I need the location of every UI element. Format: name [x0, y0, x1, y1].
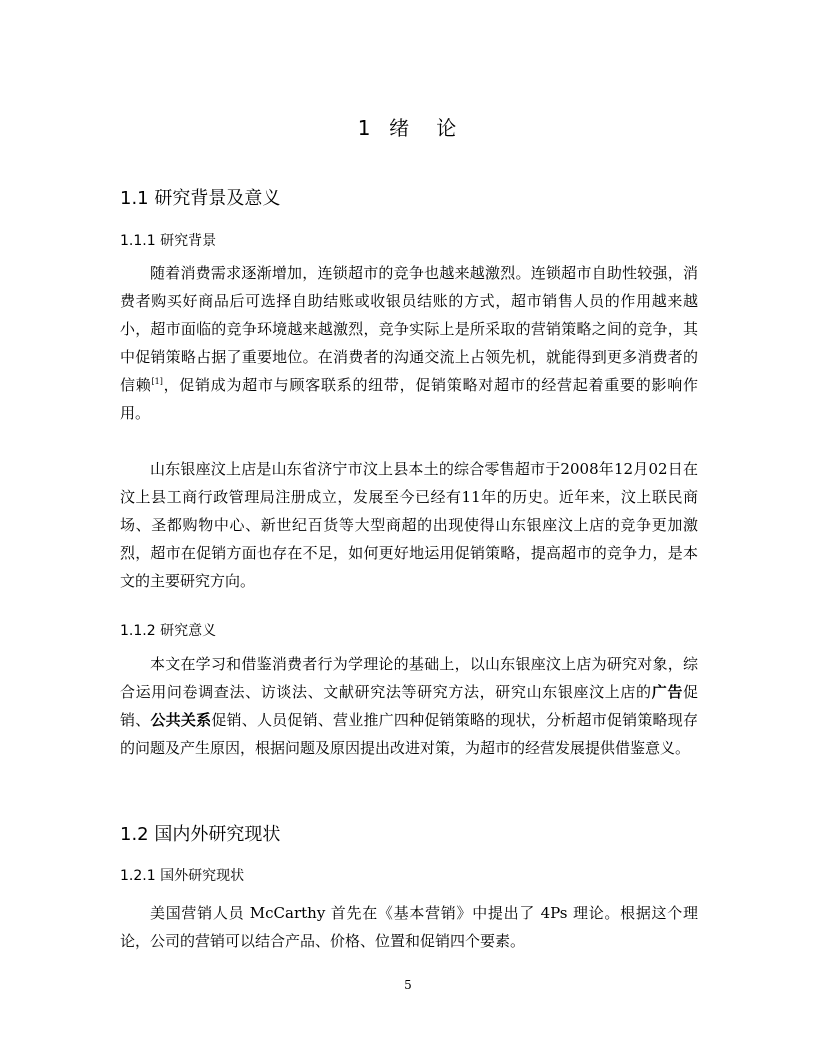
bold-term-advertising: 广告: [651, 683, 683, 701]
section-heading-1-1: 1.1 研究背景及意义: [120, 188, 281, 209]
paragraph-research-significance: [120, 650, 698, 762]
paragraph-foreign-research: 美国营销人员 McCarthy 首先在《基本营销》中提出了 4Ps 理论。根据这个理论，公司的营销可以结合产品、价格、位置和促销四个要素。: [120, 904, 698, 950]
subsection-heading-1-1-2: 1.1.2 研究意义: [120, 623, 217, 639]
chapter-title: 1 绪 论: [357, 116, 459, 140]
paragraph-text: 促销、: [120, 683, 698, 729]
paragraph-text: 随着消费需求逐渐增加，连锁超市的竞争也越来越激烈。连锁超市自助性较强，消费者购买好商品后可选择自助结账或收银员结账的方式，超市销售人员的作用越来越小，超市面临的竞争环境越来越激烈，竞争实际上是所采取的营销策略之间的竞争，其中促销策略占据了重要地位。在消费者的沟通交流上占领先机，就能得到更多消费者的信赖: [120, 264, 698, 394]
paragraph-text: 本文在学习和借鉴消费者行为学理论的基础上，以山东银座汶上店为研究对象，综合运用问卷调查法、访谈法、文献研究法等研究方法，研究山东银座汶上店的: [120, 655, 698, 701]
section-heading-1-2: 1.2 国内外研究现状: [120, 824, 281, 845]
paragraph-text: 促销、人员促销、营业推广四种促销策略的现状，分析超市促销策略现存的问题及产生原因，根据问题及原因提出改进对策，为超市的经营发展提供借鉴意义。: [120, 711, 698, 757]
citation-marker: [1]: [151, 377, 163, 386]
paragraph-research-background-1: [120, 259, 698, 427]
paragraph-research-background-2: 山东银座汶上店是山东省济宁市汶上县本土的综合零售超市于2008年12月02日在汶上县工商行政管理局注册成立，发展至今已经有11年的历史。近年来，汶上联民商场、圣都购物中心、新世纪百货等大型商超的出现使得山东银座汶上店的竞争更加激烈，超市在促销方面也存在不足，如何更好地运用促销策略，提高超市的竞争力，是本文的主要研究方向。: [120, 460, 698, 590]
subsection-heading-1-1-1: 1.1.1 研究背景: [120, 233, 217, 249]
bold-term-public-relations: 公共关系: [150, 711, 212, 729]
subsection-heading-1-2-1: 1.2.1 国外研究现状: [120, 868, 245, 884]
paragraph-text: ，促销成为超市与顾客联系的纽带，促销策略对超市的经营起着重要的影响作用。: [120, 376, 698, 422]
page-number: 5: [404, 978, 412, 992]
